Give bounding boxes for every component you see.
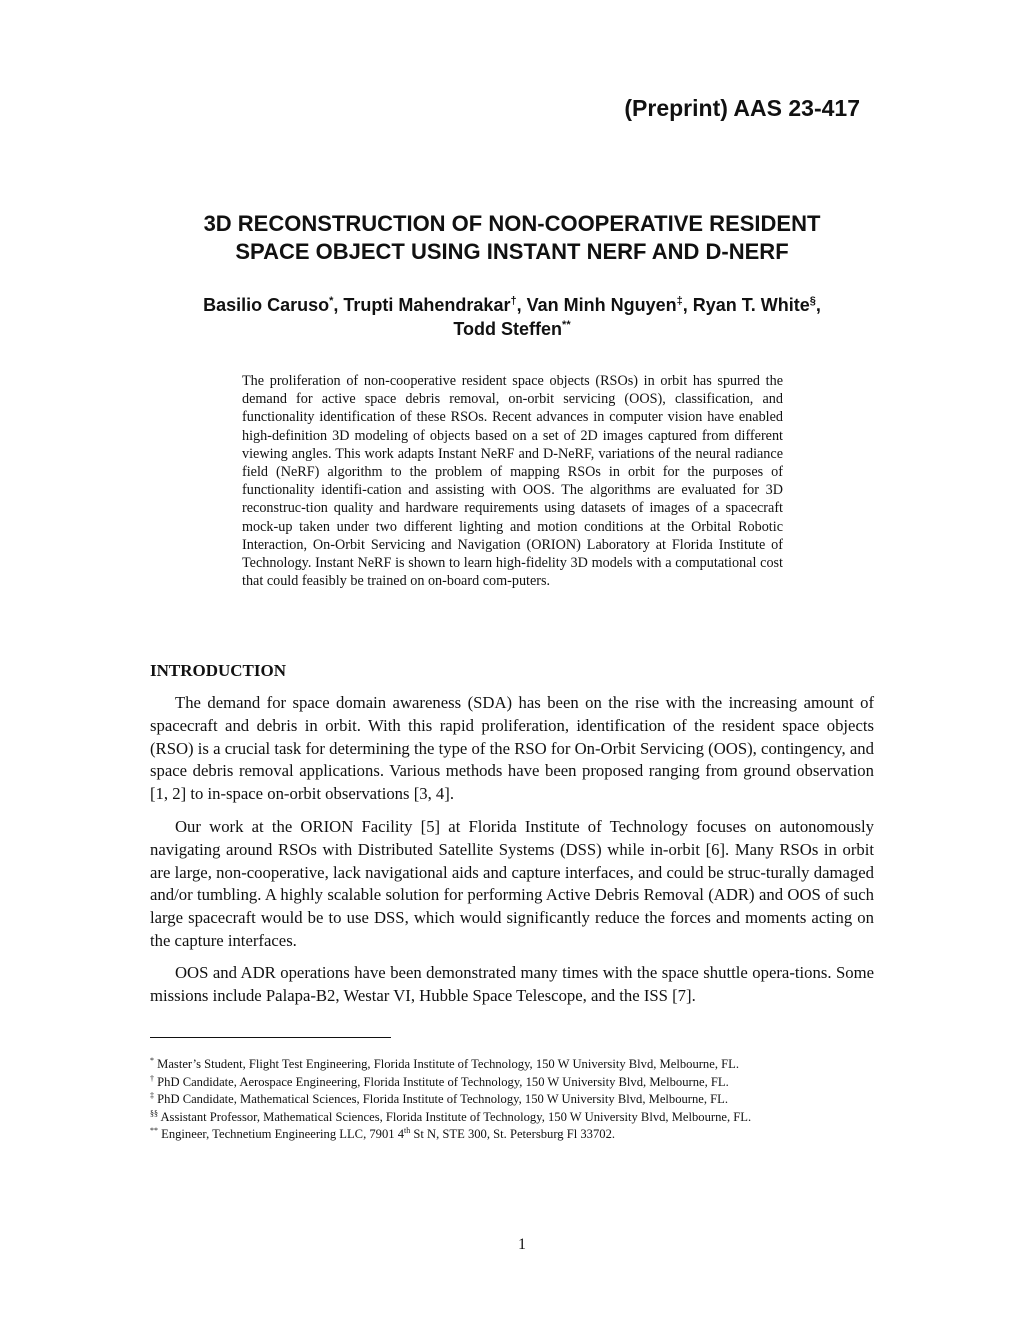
paper-title [150,210,874,266]
footnote [150,1126,890,1144]
author-footnote-mark: † [510,295,517,307]
footnote-text: PhD Candidate, Aerospace Engineering, Florida Institute of Technology, 150 W University Blvd, Melbourne, FL. [154,1074,729,1089]
author: Basilio Caruso [203,295,330,315]
author-list [150,293,874,341]
footnote-text: St N, STE 300, St. Petersburg Fl 33702. [410,1127,616,1141]
footnote-text: Assistant Professor, Mathematical Sciences, Florida Institute of Technology, 150 W University Blvd, Melbourne, FL. [158,1109,752,1124]
footnote-mark: §§ [150,1108,158,1118]
author: Van Minh Nguyen [526,295,677,315]
footnote-text: Engineer, Technetium Engineering LLC, 7901 4 [158,1127,404,1141]
abstract: The proliferation of non-cooperative resident space objects (RSOs) in orbit has spurred the demand for active space debris removal, on-orbit servicing (OOS), classification, and functionality identification of these RSOs. Recent advances in computer vision have enabled high-definition 3D modeling of objects based on a set of 2D images captured from different viewing angles. This work adapts Instant NeRF and D-NeRF, variations of the neural radiance field (NeRF) algorithm to the problem of mapping RSOs in orbit for the purposes of functionality identifi-cation and assisting with OOS. The algorithms are evaluated for 3D reconstruc-tion quality and hardware requirements using datasets of images of a spacecraft mock-up taken under two different lighting and motion conditions at the Orbital Robotic Interaction, On-Orbit Servicing and Navigation (ORION) Laboratory at Florida Institute of Technology. Instant NeRF is shown to learn high-fidelity 3D models with a computational cost that could feasibly be trained on on-board com-puters. [242,373,783,590]
body-paragraph: OOS and ADR operations have been demonstrated many times with the space shuttle opera-tions. Some missions include Palapa-B2, Westar VI, Hubble Space Telescope, and the ISS [7]. [150,963,874,1005]
body-paragraph: Our work at the ORION Facility [5] at Florida Institute of Technology focuses on autonomously navigating around RSOs with Distributed Satellite Systems (DSS) while in-orbit [6]. Many RSOs in orbit are large, non-cooperative, lack navigational aids and capture interfaces, and could be struc-turally damaged and/or tumbling. A highly scalable solution for performing Active Debris Removal (ADR) and OOS of such large spacecraft would be to use DSS, which would significantly reduce the forces and moments acting on the capture interfaces. [150,817,874,950]
footnote [150,1074,890,1092]
footnote-mark: ** [150,1126,158,1135]
author: Todd Steffen [453,319,563,339]
author-separator: , [682,295,693,315]
footnote [150,1109,890,1127]
footnote [150,1091,890,1109]
footnote-mark: * [150,1056,154,1065]
footnote-mark: ‡ [150,1091,154,1100]
footnote-ordinal: th [404,1126,411,1135]
author-separator: , [333,295,344,315]
author-separator: , [815,295,821,315]
author-separator: , [516,295,527,315]
author-footnote-mark: ‡ [676,295,683,307]
section-heading-introduction: INTRODUCTION [150,661,287,680]
footnote [150,1056,890,1074]
author-footnote-mark: ** [562,319,571,331]
footnote-divider [150,1037,391,1038]
title-line-1: 3D RECONSTRUCTION OF NON-COOPERATIVE RESIDENT [203,211,821,236]
preprint-label: (Preprint) AAS 23-417 [624,95,860,121]
body-paragraph: The demand for space domain awareness (SDA) has been on the rise with the increasing amount of spacecraft and debris in orbit. With this rapid proliferation, identification of the resident space objects (RSO) is a crucial task for determining the type of the RSO for On-Orbit Servicing (OOS), contingency, and space debris removal applications. Various methods have been proposed ranging from ground observation [1, 2] to in-space on-orbit observations [3, 4]. [150,693,874,804]
footnote-mark: † [150,1073,154,1083]
author: Ryan T. White [692,295,810,315]
footnote-text: PhD Candidate, Mathematical Sciences, Florida Institute of Technology, 150 W University Blvd, Melbourne, FL. [154,1092,729,1106]
author: Trupti Mahendrakar [343,295,511,315]
author-footnote-mark: * [329,295,334,307]
title-line-2: SPACE OBJECT USING INSTANT NERF AND D-NERF [235,239,789,264]
author-footnote-mark: § [809,295,816,307]
footnote-text: Master’s Student, Flight Test Engineering, Florida Institute of Technology, 150 W University Blvd, Melbourne, FL. [154,1057,739,1071]
footnote-list [150,1056,890,1144]
page-number: 1 [518,1236,526,1253]
